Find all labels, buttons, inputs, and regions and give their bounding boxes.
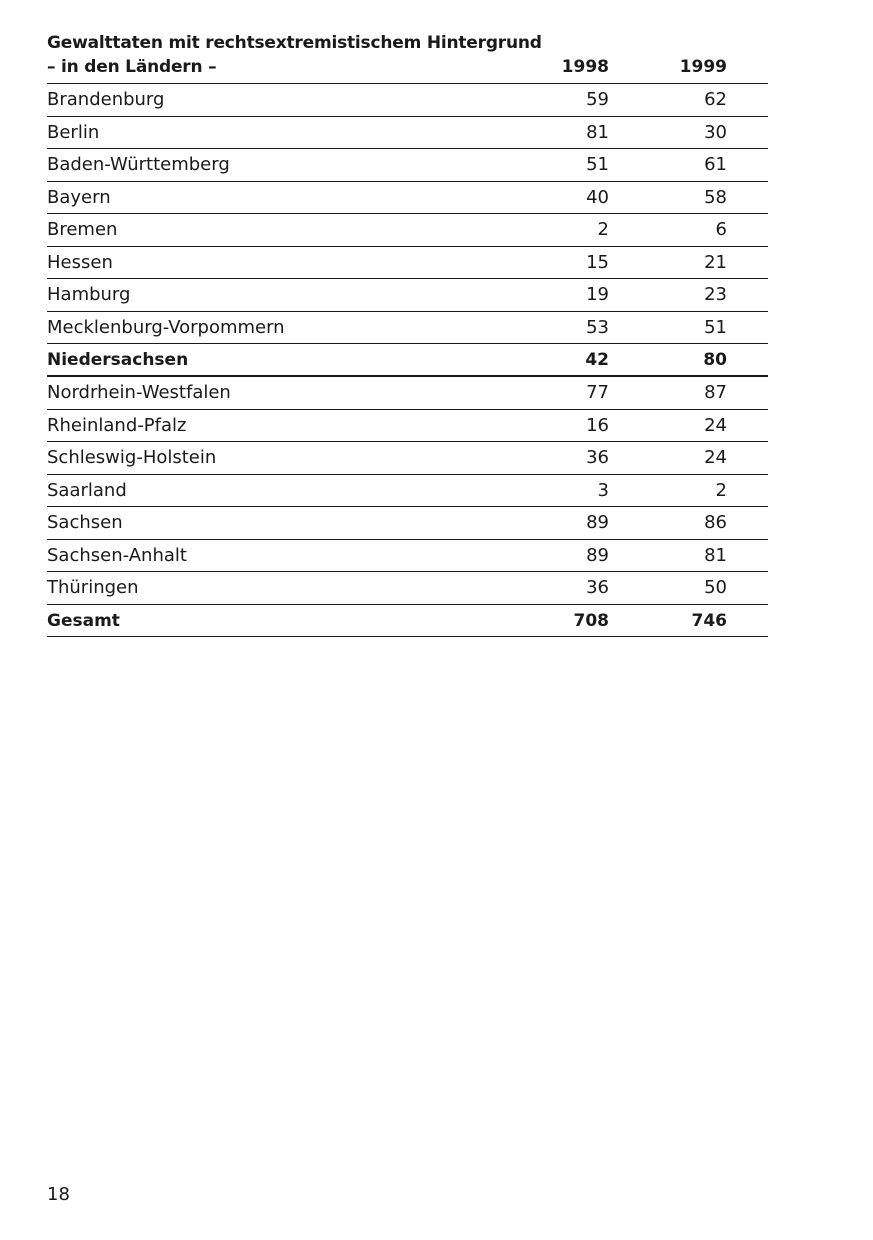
total-1998: 708: [573, 610, 609, 631]
table-row: [47, 182, 768, 215]
value-1998: 89: [586, 512, 609, 533]
value-1999: 50: [704, 577, 727, 598]
value-1998: 2: [597, 219, 609, 240]
table-title: Gewalttaten mit rechtsextremistischem Hintergrund: [47, 33, 542, 53]
value-1998: 51: [586, 154, 609, 175]
table-row: [47, 117, 768, 150]
state-name: Bayern: [47, 186, 111, 208]
table-row: [47, 84, 768, 117]
value-1998: 89: [586, 544, 609, 566]
value-1998: 40: [586, 186, 609, 208]
table-row: [47, 149, 768, 182]
value-1999: 58: [704, 186, 727, 208]
state-name: Mecklenburg-Vorpommern: [47, 316, 285, 338]
state-name: Nordrhein-Westfalen: [47, 382, 231, 403]
state-name: Schleswig-Holstein: [47, 447, 217, 468]
value-1998: 42: [585, 350, 609, 370]
table-row-highlighted: [47, 344, 768, 377]
table-row: [47, 507, 768, 540]
value-1998: 36: [586, 577, 609, 598]
table-row: [47, 475, 768, 508]
value-1999: 86: [704, 512, 727, 533]
value-1999: 61: [704, 154, 727, 175]
state-name: Hessen: [47, 251, 113, 273]
value-1998: 81: [586, 121, 609, 143]
table-row: [47, 572, 768, 605]
column-header-1998: 1998: [561, 57, 609, 77]
state-name: Sachsen-Anhalt: [47, 544, 187, 566]
value-1999: 21: [704, 251, 727, 273]
value-1999: 87: [704, 382, 727, 403]
value-1998: 53: [586, 316, 609, 338]
table-row: [47, 214, 768, 247]
table-row: [47, 247, 768, 280]
state-name: Saarland: [47, 479, 127, 501]
value-1999: 30: [704, 121, 727, 143]
value-1999: 81: [704, 544, 727, 566]
state-name: Thüringen: [47, 577, 139, 598]
value-1998: 16: [586, 414, 609, 436]
state-name: Niedersachsen: [47, 350, 189, 370]
value-1999: 80: [703, 350, 727, 370]
total-label: Gesamt: [47, 610, 120, 631]
column-header-1999: 1999: [679, 57, 727, 77]
value-1998: 19: [586, 284, 609, 305]
value-1999: 24: [704, 447, 727, 468]
table-row: [47, 442, 768, 475]
state-name: Rheinland-Pfalz: [47, 414, 187, 436]
state-name: Berlin: [47, 121, 100, 143]
value-1998: 36: [586, 447, 609, 468]
value-1999: 62: [704, 89, 727, 110]
value-1998: 15: [586, 251, 609, 273]
total-1999: 746: [691, 610, 727, 631]
value-1999: 2: [715, 479, 727, 501]
state-name: Bremen: [47, 219, 118, 240]
table-row: [47, 279, 768, 312]
page-number: 18: [47, 1184, 70, 1205]
table-row: [47, 410, 768, 443]
table-row-total: [47, 605, 768, 638]
table-subtitle: – in den Ländern –: [47, 57, 217, 77]
state-name: Hamburg: [47, 284, 131, 305]
table-row: [47, 540, 768, 573]
value-1998: 77: [586, 382, 609, 403]
table-row: [47, 377, 768, 410]
state-name: Sachsen: [47, 512, 123, 533]
value-1999: 24: [704, 414, 727, 436]
value-1998: 3: [597, 479, 609, 501]
value-1998: 59: [586, 89, 609, 110]
value-1999: 51: [704, 316, 727, 338]
table-row: [47, 312, 768, 345]
table-header: [47, 31, 768, 84]
value-1999: 23: [704, 284, 727, 305]
violence-statistics-table: [47, 31, 768, 637]
state-name: Baden-Württemberg: [47, 154, 230, 175]
state-name: Brandenburg: [47, 89, 165, 110]
value-1999: 6: [715, 219, 727, 240]
